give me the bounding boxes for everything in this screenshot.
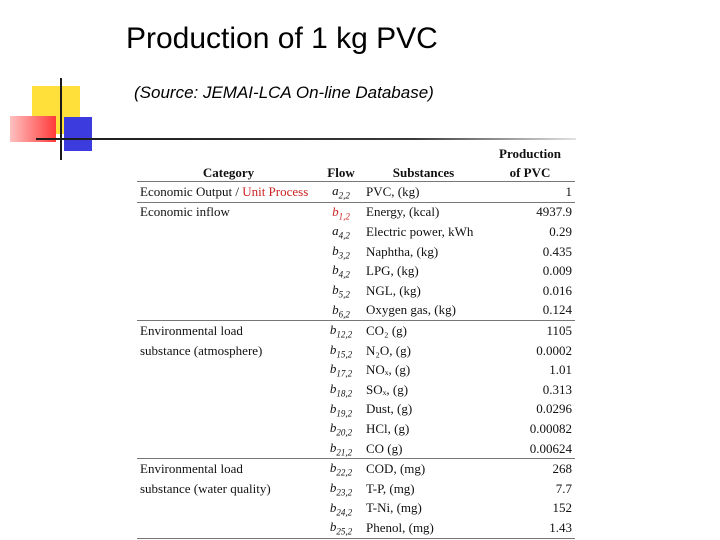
table-row (137, 301, 575, 321)
cell-flow (320, 242, 362, 262)
cell-category (137, 281, 320, 301)
cell-value: 152 (552, 500, 572, 516)
table-row (137, 518, 575, 538)
cell-category (137, 360, 320, 380)
table-row (137, 439, 575, 459)
cell-value: 0.0296 (536, 401, 572, 417)
cell-flow (320, 321, 362, 341)
flow-index: 1,2 (338, 211, 350, 222)
decor-blue-square (64, 117, 92, 151)
cell-flow (320, 479, 362, 499)
category-label: Environmental load (140, 322, 243, 338)
flow-index: 12,2 (336, 329, 353, 340)
flow-symbol: b (332, 301, 339, 317)
cell-category (137, 182, 320, 203)
table-row (137, 499, 575, 519)
category-label: Economic inflow (140, 204, 230, 220)
cell-value: 0.435 (542, 243, 572, 259)
flow-index: 24,2 (336, 507, 353, 518)
flow-symbol: b (329, 499, 337, 515)
flow-symbol: b (329, 322, 337, 338)
flow-symbol: b (332, 281, 339, 297)
table-row (137, 222, 575, 242)
cell-substance: CO₂ (g) (362, 321, 485, 341)
decor-vertical-line (60, 78, 62, 160)
flow-index: 22,2 (336, 467, 353, 478)
flow-index: 20,2 (336, 427, 353, 438)
category-accent-label: Unit Process (242, 183, 309, 199)
cell-substance: LPG, (kg) (366, 263, 419, 279)
cell-substance: PVC, (kg) (362, 182, 485, 203)
cell-category (137, 242, 320, 262)
cell-category (137, 261, 320, 281)
flow-index: 3,2 (338, 250, 350, 261)
cell-value: 7.7 (555, 480, 572, 496)
cell-flow (320, 281, 362, 301)
table-row (137, 242, 575, 262)
flow-index: 19,2 (336, 408, 353, 419)
cell-value: 0.0002 (536, 342, 572, 358)
flow-symbol: b (329, 361, 337, 377)
cell-substance: Naphtha, (kg) (366, 243, 439, 259)
cell-category (137, 321, 320, 341)
flow-symbol: b (329, 341, 337, 357)
cell-value: 1105 (485, 321, 575, 341)
cell-flow (320, 400, 362, 420)
cell-flow (320, 380, 362, 400)
flow-index: 4,2 (338, 230, 350, 241)
cell-substance: N₂O, (g) (366, 342, 411, 358)
flow-index: 2,2 (338, 190, 350, 201)
flow-index: 23,2 (336, 487, 353, 498)
flow-symbol: b (329, 439, 337, 455)
cell-flow (320, 459, 362, 479)
cell-value: 0.00624 (529, 440, 572, 456)
cell-value: 1 (485, 182, 575, 203)
cell-value: 4937.9 (485, 202, 575, 222)
header-production: Production (499, 146, 561, 161)
flow-index: 21,2 (336, 447, 353, 458)
cell-value: 0.124 (542, 302, 572, 318)
cell-category (137, 518, 320, 538)
flow-index: 4,2 (338, 269, 350, 280)
flow-symbol: b (329, 460, 337, 476)
table-row (137, 380, 575, 400)
cell-category (137, 419, 320, 439)
cell-substance: COD, (mg) (362, 459, 485, 479)
decor-horizontal-line (36, 138, 576, 140)
cell-value: 268 (485, 459, 575, 479)
cell-substance: Dust, (g) (366, 401, 413, 417)
category-label: substance (atmosphere) (140, 342, 263, 358)
header-flow: Flow (320, 162, 362, 182)
cell-substance: Electric power, kWh (366, 223, 474, 239)
cell-substance: CO (g) (366, 440, 403, 456)
pvc-production-table (137, 145, 575, 539)
cell-flow (320, 202, 362, 222)
flow-symbol: b (329, 400, 337, 416)
flow-symbol: b (332, 262, 339, 278)
header-of-pvc: of PVC (485, 162, 575, 182)
table-row (137, 202, 575, 222)
category-label: Environmental load (140, 461, 243, 477)
header-substances: Substances (362, 162, 485, 182)
cell-substance: NGL, (kg) (366, 282, 421, 298)
flow-index: 17,2 (336, 368, 353, 379)
cell-value: 1.43 (485, 518, 575, 538)
table-row (137, 459, 575, 479)
table-row (137, 261, 575, 281)
cell-flow (320, 360, 362, 380)
cell-category (137, 301, 320, 321)
table-row (137, 419, 575, 439)
cell-category (137, 341, 320, 361)
slide-title: Production of 1 kg PVC (126, 22, 438, 55)
cell-flow (320, 518, 362, 538)
table-body (137, 182, 575, 539)
cell-category (137, 202, 320, 222)
flow-symbol: b (329, 380, 337, 396)
table-row (137, 400, 575, 420)
table-row (137, 360, 575, 380)
cell-category (137, 499, 320, 519)
cell-substance: Oxygen gas, (kg) (366, 302, 456, 318)
cell-value: 0.00082 (529, 420, 572, 436)
cell-flow (320, 499, 362, 519)
flow-symbol: b (329, 479, 337, 495)
cell-category (137, 479, 320, 499)
cell-category (137, 222, 320, 242)
flow-index: 18,2 (336, 388, 353, 399)
header-category: Category (137, 162, 320, 182)
cell-value: 0.016 (542, 282, 572, 298)
cell-substance: T-P, (mg) (366, 480, 415, 496)
flow-symbol: b (332, 203, 339, 219)
cell-category (137, 459, 320, 479)
cell-substance: HCl, (g) (366, 420, 410, 436)
cell-flow (320, 222, 362, 242)
cell-value: 0.009 (542, 263, 572, 279)
flow-symbol: b (332, 242, 339, 258)
category-label: Economic Output / (140, 183, 243, 199)
cell-value: 1.01 (549, 362, 572, 378)
cell-substance: Phenol, (mg) (362, 518, 485, 538)
table-row (137, 321, 575, 341)
table-row (137, 479, 575, 499)
source-note: (Source: JEMAI-LCA On-line Database) (134, 83, 434, 102)
cell-value: 0.313 (542, 381, 572, 397)
cell-flow (320, 341, 362, 361)
cell-value: 0.29 (549, 223, 572, 239)
cell-substance: SOₓ, (g) (366, 381, 409, 397)
flow-index: 25,2 (336, 526, 353, 537)
table-row (137, 341, 575, 361)
cell-category (137, 439, 320, 459)
flow-symbol: b (329, 420, 337, 436)
flow-symbol: a (332, 183, 339, 198)
cell-category (137, 380, 320, 400)
flow-index: 6,2 (338, 309, 350, 320)
cell-flow (320, 261, 362, 281)
cell-substance: T-Ni, (mg) (366, 500, 422, 516)
table-row (137, 182, 575, 203)
cell-category (137, 400, 320, 420)
cell-substance: NOₓ, (g) (366, 362, 411, 378)
cell-flow (320, 301, 362, 321)
flow-index: 15,2 (336, 349, 353, 360)
cell-flow (320, 182, 362, 203)
flow-symbol: b (329, 519, 337, 535)
flow-symbol: a (332, 223, 339, 239)
cell-flow (320, 419, 362, 439)
cell-substance: Energy, (kcal) (362, 202, 485, 222)
cell-flow (320, 439, 362, 459)
category-label: substance (water quality) (140, 480, 271, 496)
table-row (137, 281, 575, 301)
flow-index: 5,2 (338, 289, 350, 300)
